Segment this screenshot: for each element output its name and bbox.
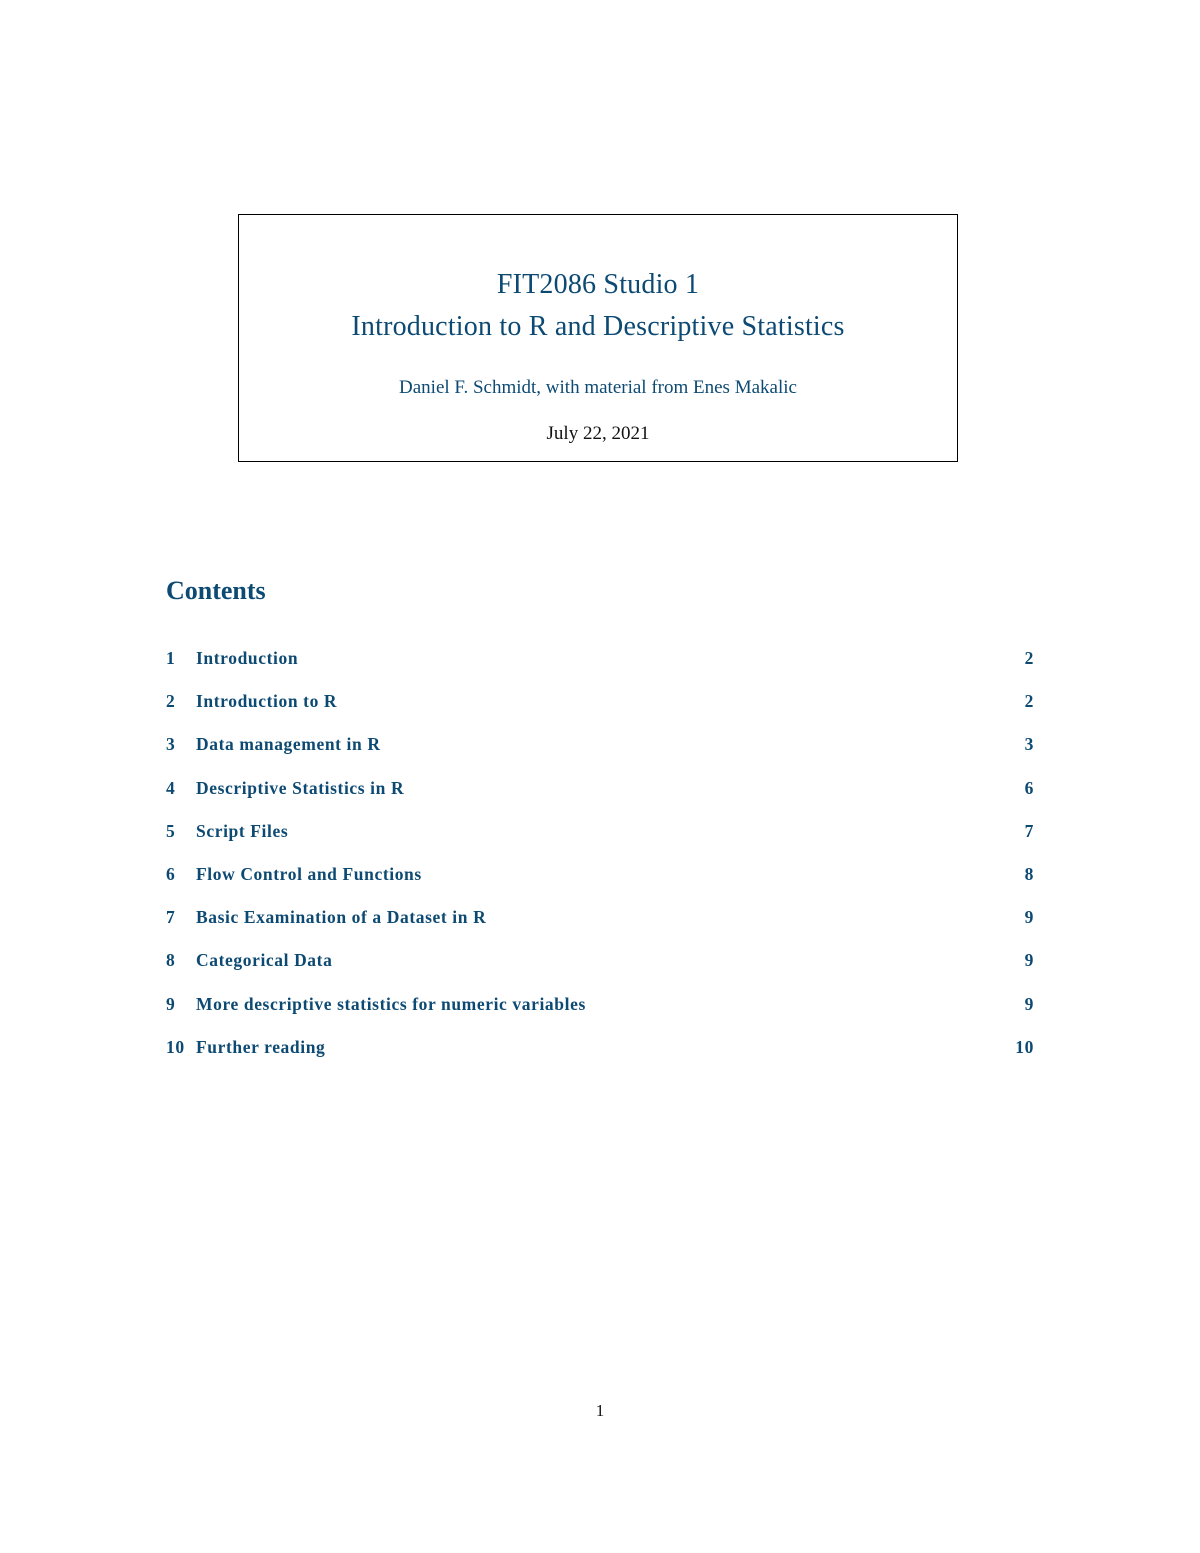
- title-block: [238, 214, 958, 462]
- toc-entry-title: Basic Examination of a Dataset in R: [196, 907, 487, 928]
- toc-entry-basic-examination[interactable]: [166, 907, 1034, 950]
- contents-heading: Contents: [166, 576, 266, 605]
- toc-entry-introduction-to-r[interactable]: [166, 691, 1034, 734]
- toc-entry-title: Descriptive Statistics in R: [196, 777, 405, 798]
- toc-entry-page: 9: [1024, 993, 1034, 1014]
- toc-entry-page: 9: [1024, 907, 1034, 928]
- author-line[interactable]: Daniel F. Schmidt, with material from Enes Makalic: [399, 377, 797, 398]
- toc-entry-page: 8: [1024, 863, 1034, 884]
- toc-entry-page: 7: [1024, 820, 1034, 841]
- toc-entry-descriptive-statistics[interactable]: [166, 778, 1034, 821]
- toc-entry-title: Script Files: [196, 820, 289, 841]
- toc-entry-number: 2: [166, 691, 176, 712]
- toc-entry-number: 4: [166, 777, 176, 798]
- toc-entry-title: More descriptive statistics for numeric variables: [196, 993, 586, 1014]
- table-of-contents: [166, 648, 1034, 1080]
- toc-entry-further-reading[interactable]: [166, 1037, 1034, 1080]
- toc-entry-number: 6: [166, 863, 176, 884]
- toc-entry-number: 10: [166, 1036, 185, 1057]
- document-date: July 22, 2021: [546, 423, 650, 444]
- toc-entry-title: Flow Control and Functions: [196, 863, 422, 884]
- toc-entry-categorical-data[interactable]: [166, 950, 1034, 993]
- toc-entry-script-files[interactable]: [166, 821, 1034, 864]
- toc-entry-number: 1: [166, 648, 176, 668]
- document-subtitle: Introduction to R and Descriptive Statistics: [351, 311, 845, 342]
- toc-entry-number: 7: [166, 907, 176, 928]
- toc-entry-title: Data management in R: [196, 734, 381, 755]
- toc-entry-title: Introduction: [196, 648, 299, 668]
- toc-entry-number: 9: [166, 993, 176, 1014]
- toc-entry-title: Introduction to R: [196, 691, 338, 712]
- toc-entry-number: 5: [166, 820, 176, 841]
- toc-entry-title: Categorical Data: [196, 950, 333, 971]
- toc-entry-number: 8: [166, 950, 176, 971]
- toc-entry-flow-control[interactable]: [166, 864, 1034, 907]
- toc-entry-page: 6: [1024, 777, 1034, 798]
- toc-entry-introduction[interactable]: [166, 648, 1034, 691]
- toc-entry-page: 9: [1024, 950, 1034, 971]
- toc-entry-page: 2: [1024, 648, 1034, 668]
- toc-entry-page: 2: [1024, 691, 1034, 712]
- toc-entry-more-descriptive-statistics[interactable]: [166, 994, 1034, 1037]
- toc-entry-page: 10: [1015, 1036, 1034, 1057]
- toc-entry-number: 3: [166, 734, 176, 755]
- document-title: FIT2086 Studio 1: [496, 269, 700, 300]
- page-number: 1: [595, 1401, 605, 1420]
- toc-entry-title: Further reading: [196, 1036, 326, 1057]
- toc-entry-data-management[interactable]: [166, 734, 1034, 777]
- toc-entry-page: 3: [1024, 734, 1034, 755]
